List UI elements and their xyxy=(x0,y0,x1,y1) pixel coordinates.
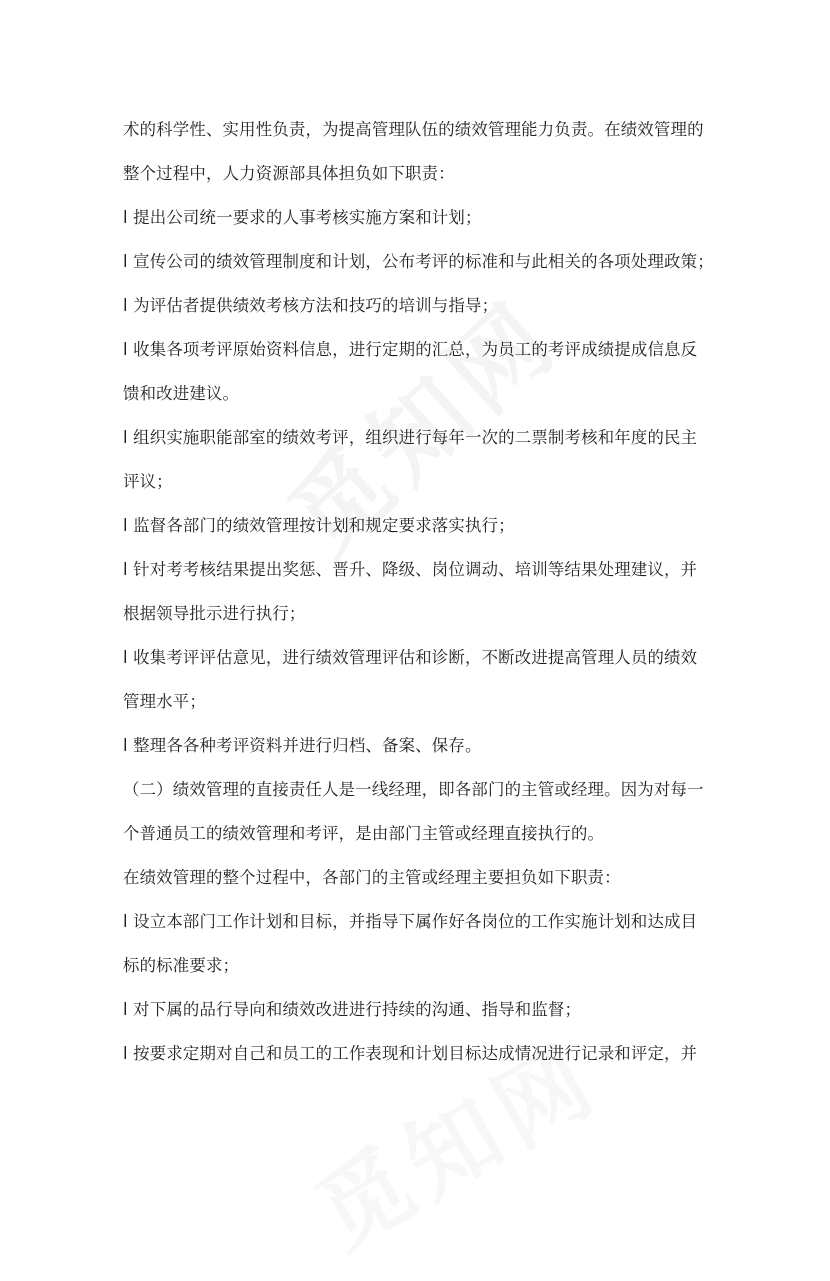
text-line: 评议； xyxy=(123,472,173,491)
text-line: 馈和改进建议。 xyxy=(123,384,240,403)
text-line: l 宣传公司的绩效管理制度和计划，公布考评的标准和与此相关的各项处理政策； xyxy=(123,252,714,271)
text-line: l 组织实施职能部室的绩效考评，组织进行每年一次的二票制考核和年度的民主 xyxy=(123,428,698,447)
text-line: 管理水平； xyxy=(123,692,206,711)
text-line: 标的标准要求； xyxy=(123,956,240,975)
text-line: l 按要求定期对自己和员工的工作表现和计划目标达成情况进行记录和评定，并 xyxy=(123,1044,698,1063)
text-line: l 为评估者提供绩效考核方法和技巧的培训与指导； xyxy=(123,296,499,315)
text-line: 根据领导批示进行执行； xyxy=(123,604,306,623)
text-line: 在绩效管理的整个过程中，各部门的主管或经理主要担负如下职责： xyxy=(123,868,621,887)
text-line: l 收集各项考评原始资料信息，进行定期的汇总，为员工的考评成绩提成信息反 xyxy=(123,340,698,359)
document-body xyxy=(123,108,713,1076)
text-line: （二）绩效管理的直接责任人是一线经理，即各部门的主管或经理。因为对每一 xyxy=(123,780,704,799)
text-line: 术的科学性、实用性负责，为提高管理队伍的绩效管理能力负责。在绩效管理的 xyxy=(123,120,704,139)
text-line: 整个过程中，人力资源部具体担负如下职责： xyxy=(123,164,455,183)
text-line: l 对下属的品行导向和绩效改进进行持续的沟通、指导和监督； xyxy=(123,1000,582,1019)
text-line: l 整理各各种考评资料并进行归档、备案、保存。 xyxy=(123,736,482,755)
text-line: 个普通员工的绩效管理和考评，是由部门主管或经理直接执行的。 xyxy=(123,824,605,843)
text-line: l 提出公司统一要求的人事考核实施方案和计划； xyxy=(123,208,482,227)
text-line: l 设立本部门工作计划和目标，并指导下属作好各岗位的工作实施计划和达成目 xyxy=(123,912,698,931)
text-line: l 收集考评评估意见，进行绩效管理评估和诊断，不断改进提高管理人员的绩效 xyxy=(123,648,698,667)
text-line: l 针对考考核结果提出奖惩、晋升、降级、岗位调动、培训等结果处理建议，并 xyxy=(123,560,698,579)
text-line: l 监督各部门的绩效管理按计划和规定要求落实执行； xyxy=(123,516,515,535)
